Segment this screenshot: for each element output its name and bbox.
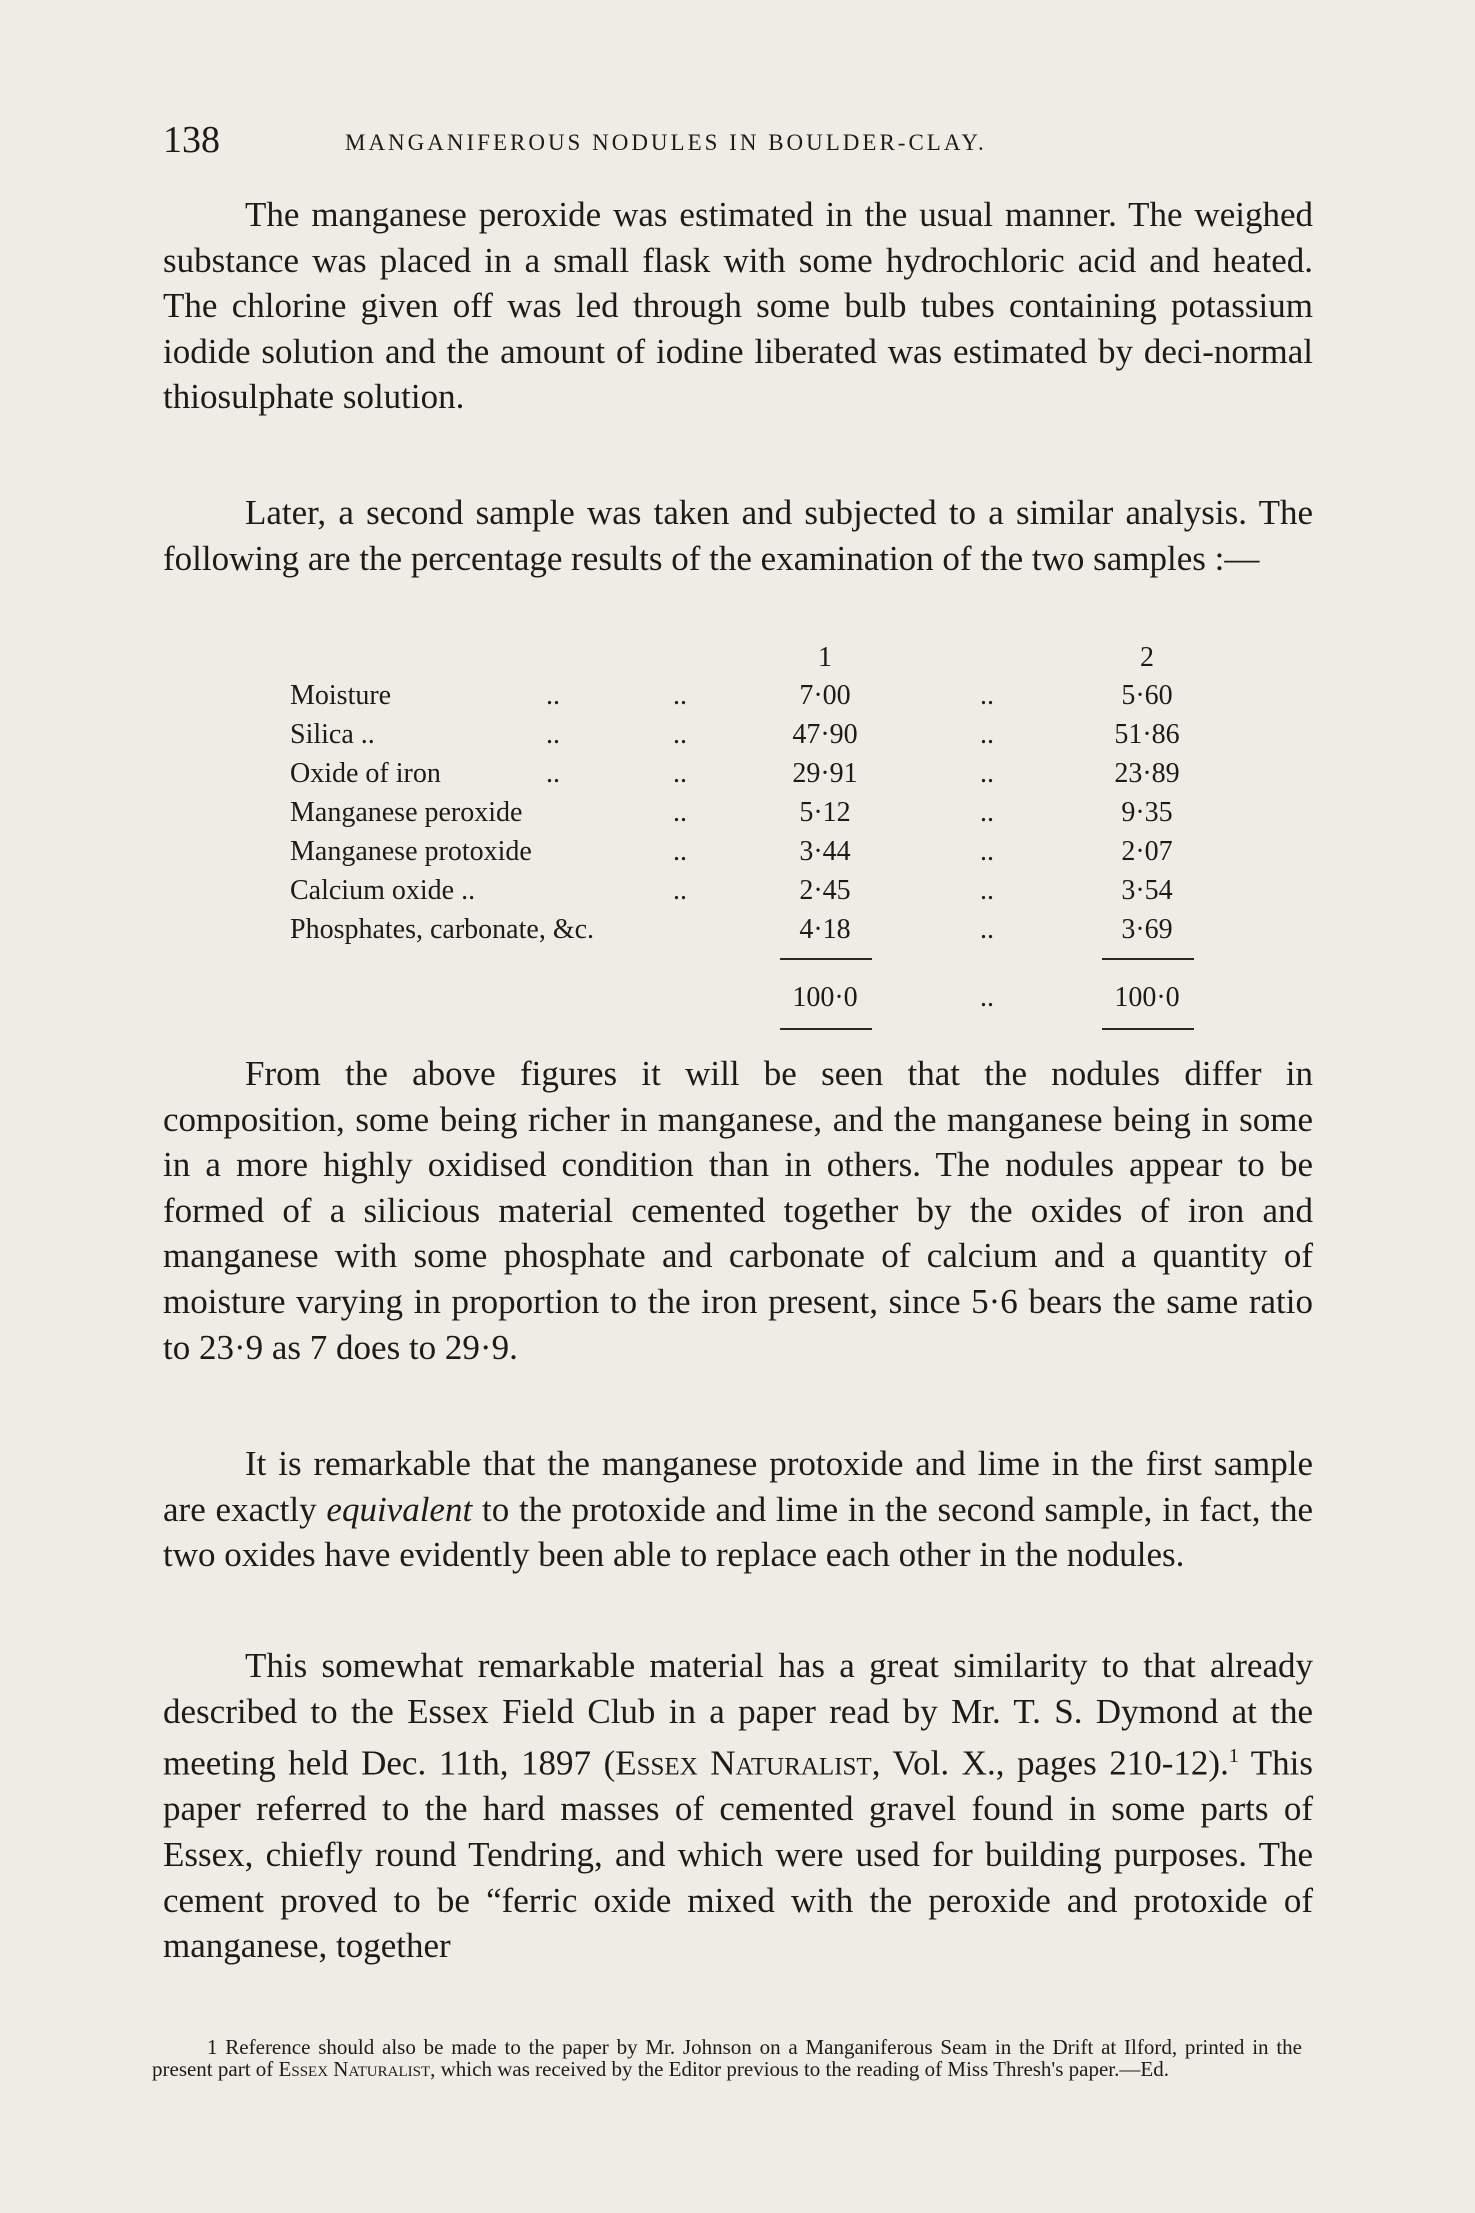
row-label: Moisture	[290, 680, 392, 711]
table-row	[290, 719, 1290, 759]
sample-1-value: 2·45	[799, 875, 851, 906]
leader-dots: ..	[980, 914, 994, 945]
table-row	[290, 914, 1290, 954]
leader-dots: ..	[980, 797, 994, 828]
footnote-marker: 1	[1228, 1745, 1239, 1768]
sample-1-value: 4·18	[799, 914, 851, 945]
leader-dots: ..	[980, 758, 994, 789]
page-number: 138	[163, 119, 220, 161]
sample-2-value: 2·07	[1121, 836, 1173, 867]
paragraph-text: Later, a second sample was taken and subjected to a similar analysis. The following are the percentage results of the examination of the two samples :—	[163, 493, 1313, 578]
table-row	[290, 875, 1290, 915]
leader-dots: ..	[673, 797, 687, 828]
journal-title: Essex Naturalist	[278, 2056, 431, 2081]
sample-2-value: 51·86	[1114, 719, 1180, 750]
leader-dots: ..	[980, 875, 994, 906]
table-row	[290, 836, 1290, 876]
sample-1-value: 47·90	[792, 719, 858, 750]
sample-2-value: 3·69	[1121, 914, 1173, 945]
paragraph-text-segment: It is remarkable that the manganese protoxide and lime in the first sample are exactly	[163, 1444, 1313, 1529]
leader-dots: ..	[980, 680, 994, 711]
paragraph-5	[163, 1643, 1313, 1969]
paragraph-text	[163, 1643, 1313, 1969]
leader-dots: ..	[980, 836, 994, 867]
page-header	[163, 118, 1313, 168]
leader-dots: ..	[673, 836, 687, 867]
paragraph-text-segment: This paper referred to the hard masses of cemented gravel found in some parts of Essex, chiefly round Tendring, and which were used for building purposes. The cement proved to be “ferric oxide mixed with the peroxide and protoxide of manganese, together	[163, 1743, 1313, 1966]
sample-2-value: 9·35	[1121, 797, 1173, 828]
paragraph-text-segment: , Vol. X., pages 210-12).	[871, 1743, 1229, 1783]
row-label: Oxide of iron	[290, 758, 441, 789]
leader-dots: ..	[546, 719, 560, 750]
table-row	[290, 758, 1290, 798]
journal-title: Essex Naturalist	[615, 1743, 872, 1783]
paragraph-text: The manganese peroxide was estimated in the usual manner. The weighed substance was placed in a small flask with some hydrochloric acid and heated. The chlorine given off was led through some bulb tubes containing potassium iodide solution and the amount of iodine liberated was estimated by deci-normal thiosulphate solution.	[163, 195, 1313, 417]
footnote-segment: , which was received by the Editor previous to the reading of Miss Thresh's paper.—Ed.	[430, 2056, 1169, 2081]
leader-dots: ..	[673, 680, 687, 711]
total-rule	[1102, 1028, 1194, 1030]
row-label: Phosphates, carbonate, &c.	[290, 914, 595, 945]
row-label: Silica ..	[290, 719, 375, 750]
paragraph-2	[163, 490, 1313, 581]
table-header-row	[290, 642, 1290, 682]
row-label: Manganese protoxide	[290, 836, 532, 867]
footnote	[152, 2037, 1302, 2080]
paragraph-3	[163, 1051, 1313, 1370]
sample-1-value: 5·12	[799, 797, 851, 828]
sample-1-value: 3·44	[799, 836, 851, 867]
sample-1-value: 29·91	[792, 758, 858, 789]
sample-2-total: 100·0	[1114, 982, 1180, 1013]
sample-1-value: 7·00	[799, 680, 851, 711]
paragraph-text-segment: This somewhat remarkable material has a great similarity to that already described to the Essex Field Club in a paper read by Mr. T. S. Dymond at the meeting held Dec. 11th, 1897 (	[163, 1646, 1313, 1783]
table-row	[290, 680, 1290, 720]
analysis-table	[290, 642, 1290, 1042]
sample-1-total: 100·0	[792, 982, 858, 1013]
paragraph-1	[163, 192, 1313, 420]
leader-dots: ..	[673, 758, 687, 789]
row-label: Calcium oxide ..	[290, 875, 476, 906]
total-rule	[780, 1028, 872, 1030]
column-header-1: 1	[818, 642, 832, 673]
leader-dots: ..	[980, 982, 994, 1013]
leader-dots: ..	[673, 719, 687, 750]
row-label: Manganese peroxide	[290, 797, 523, 828]
column-header-2: 2	[1140, 642, 1154, 673]
running-title: MANGANIFEROUS NODULES IN BOULDER-CLAY.	[345, 130, 987, 155]
emphasis-equivalent: equivalent	[326, 1489, 473, 1529]
sum-rule	[1102, 958, 1194, 960]
paragraph-4	[163, 1441, 1313, 1578]
sample-2-value: 5·60	[1121, 680, 1173, 711]
sample-2-value: 3·54	[1121, 875, 1173, 906]
footnote-segment: 1 Reference should also be made to the paper by Mr. Johnson on a Manganiferous Seam in the Drift at Ilford, printed in the present part of	[152, 2035, 1302, 2081]
leader-dots: ..	[546, 680, 560, 711]
paragraph-text-segment: to the protoxide and lime in the second sample, in fact, the two oxides have evidently been able to replace each other in the nodules.	[163, 1489, 1314, 1575]
paragraph-text: From the above figures it will be seen that the nodules differ in composition, some being richer in manganese, and the manganese being in some in a more highly oxidised condition than in others. The nodules appear to be formed of a silicious material cemented together by the oxides of iron and manganese with some phosphate and carbonate of calcium and a quantity of moisture varying in proportion to the iron present, since 5·6 bears the same ratio to 23·9 as 7 does to 29·9.	[163, 1054, 1313, 1367]
paragraph-text	[163, 1441, 1313, 1578]
table-total-row	[290, 982, 1290, 1022]
leader-dots: ..	[980, 719, 994, 750]
sample-2-value: 23·89	[1114, 758, 1180, 789]
leader-dots: ..	[673, 875, 687, 906]
footnote-text	[152, 2037, 1302, 2080]
sum-rule	[780, 958, 872, 960]
table-row	[290, 797, 1290, 837]
leader-dots: ..	[546, 758, 560, 789]
